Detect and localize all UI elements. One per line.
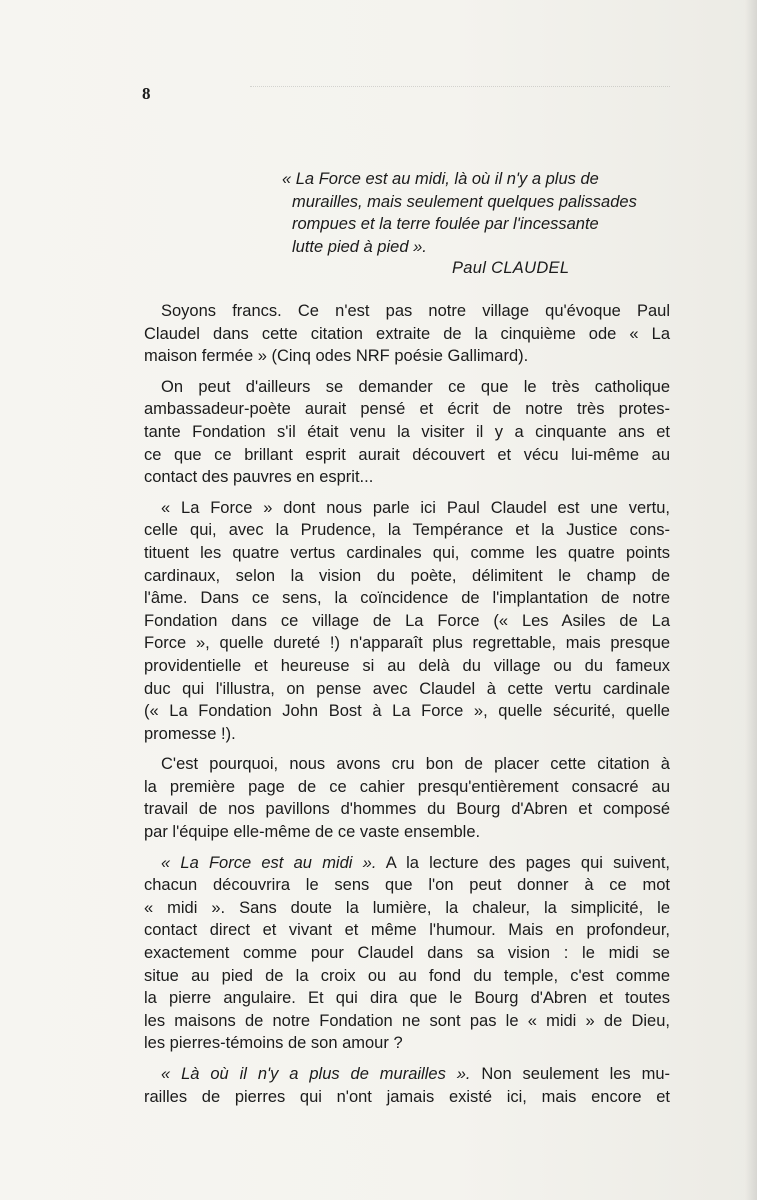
text-line: par l'équipe elle-même de ce vaste ensemble.: [144, 823, 481, 842]
text-line: chacun découvrira le sens que l'on peut donner à ce mot: [144, 876, 670, 895]
text-line: [144, 1063, 670, 1086]
paragraph: [144, 1063, 670, 1108]
epigraph-line: rompues et la terre foulée par l'incessante: [292, 215, 599, 233]
text-line: tante Fondation s'il était venu la visiter il y a cinquante ans et: [144, 422, 670, 441]
text-line: ambassadeur-poète aurait pensé et écrit de notre très protes-: [144, 400, 670, 419]
text-run: A la lecture des pages qui suivent,: [376, 853, 670, 872]
paragraph: [144, 852, 670, 1055]
text-run: Non seulement les mu-: [470, 1065, 670, 1083]
text-line: Force », quelle dureté !) n'apparaît plus regrettable, mais presque: [144, 634, 670, 653]
text-line: maison fermée » (Cinq odes NRF poésie Gallimard).: [144, 347, 529, 366]
text-line: les maisons de notre Fondation ne sont pas le « midi » de Dieu,: [144, 1011, 670, 1030]
text-line: On peut d'ailleurs se demander ce que le très catholique: [161, 377, 670, 396]
bleed-through-top: [250, 86, 670, 93]
text-line: railles de pierres qui n'ont jamais existé ici, mais encore et: [144, 1087, 670, 1106]
text-line: l'âme. Dans ce sens, la coïncidence de l'implantation de notre: [144, 589, 670, 608]
text-line: travail de nos pavillons d'hommes du Bourg d'Abren et composé: [144, 800, 670, 819]
body-text: [144, 300, 670, 1116]
text-line: promesse !).: [144, 724, 236, 743]
italic-quote: « La Force est au midi ».: [161, 853, 377, 872]
epigraph-quote: [282, 168, 670, 258]
text-line: Claudel dans cette citation extraite de la cinquième ode « La: [144, 324, 670, 343]
text-line: les pierres-témoins de son amour ?: [144, 1034, 403, 1053]
text-line: « midi ». Sans doute la lumière, la chaleur, la simplicité, le: [144, 898, 670, 917]
paragraph: [144, 300, 670, 368]
epigraph-line: murailles, mais seulement quelques palissades: [292, 192, 637, 211]
text-line: providentielle et heureuse si au delà du village ou du fameux: [144, 656, 670, 675]
text-line: ce que ce brillant esprit aurait découvert et vécu lui-même au: [144, 445, 670, 464]
text-line: Soyons francs. Ce n'est pas notre village qu'évoque Paul: [161, 302, 670, 320]
epigraph-line: lutte pied à pied ».: [292, 237, 427, 256]
paragraph: [144, 753, 670, 843]
text-line: exactement comme pour Claudel dans sa vision : le midi se: [144, 944, 670, 963]
text-line: cardinaux, selon la vision du poète, délimitent le champ de: [144, 566, 670, 585]
text-line: celle qui, avec la Prudence, la Tempérance et la Justice cons-: [144, 521, 670, 540]
text-line: « La Force » dont nous parle ici Paul Claudel est une vertu,: [161, 498, 670, 517]
italic-quote: « Là où il n'y a plus de murailles ».: [161, 1065, 471, 1083]
text-line: tituent les quatre vertus cardinales qui, comme les quatre points: [144, 543, 670, 562]
paragraph: [144, 376, 670, 489]
page-number: 8: [142, 84, 151, 103]
text-line: Fondation dans ce village de La Force (« Les Asiles de La: [144, 611, 670, 630]
text-line: C'est pourquoi, nous avons cru bon de placer cette citation à: [161, 755, 670, 774]
page-edge-shadow: [745, 0, 757, 1200]
text-line: duc qui l'illustra, on pense avec Claudel à cette vertu cardinale: [144, 679, 670, 698]
paragraph: [144, 497, 670, 746]
text-line: contact direct et vivant et même l'humour. Mais en profondeur,: [144, 921, 670, 940]
text-line: la pierre angulaire. Et qui dira que le Bourg d'Abren et toutes: [144, 989, 670, 1008]
text-line: la première page de ce cahier presqu'entièrement consacré au: [144, 777, 670, 796]
text-line: situe au pied de la croix ou au fond du temple, c'est comme: [144, 966, 670, 985]
text-line: (« La Fondation John Bost à La Force », quelle sécurité, quelle: [144, 702, 670, 721]
epigraph-author: Paul CLAUDEL: [452, 259, 570, 277]
epigraph-line: « La Force est au midi, là où il n'y a plus de: [282, 170, 599, 188]
text-line: [144, 852, 670, 875]
text-line: contact des pauvres en esprit...: [144, 468, 374, 487]
